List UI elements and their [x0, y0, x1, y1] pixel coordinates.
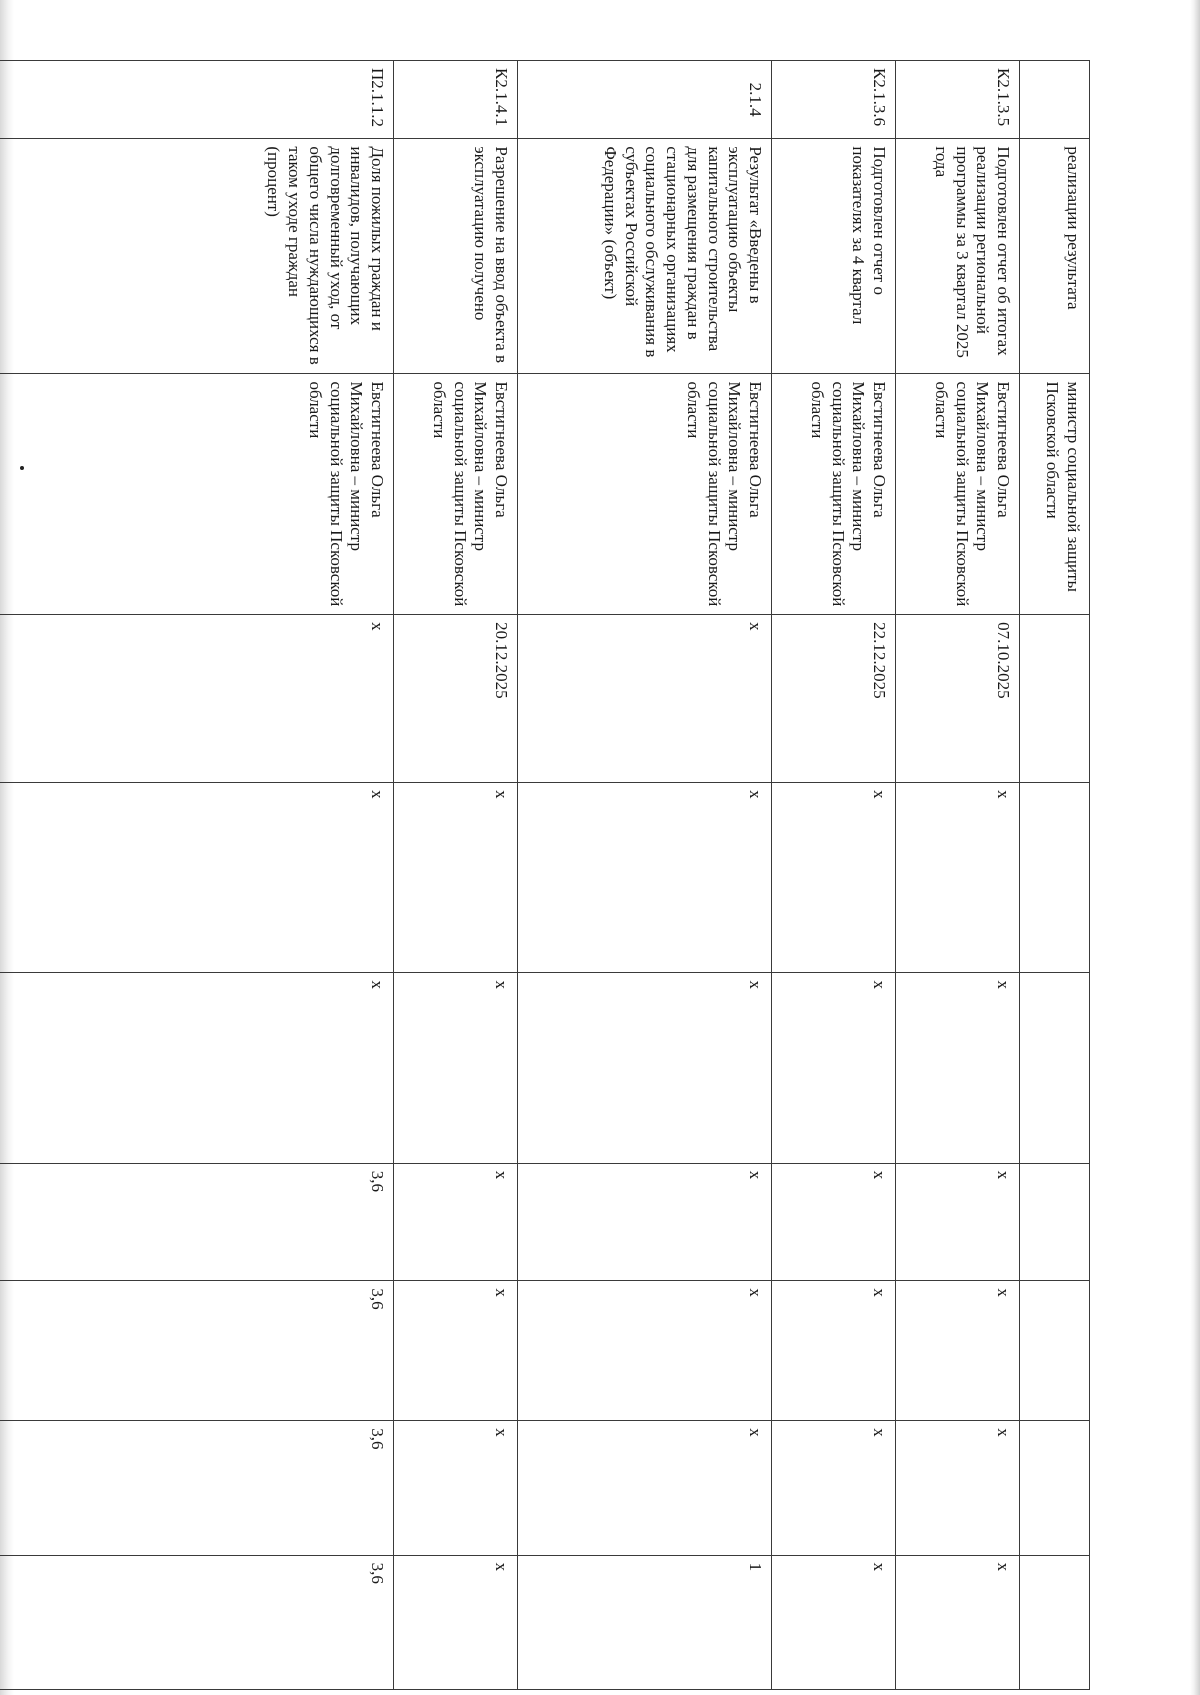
- table-row: [394, 61, 518, 1690]
- document-table: [0, 60, 1090, 1690]
- deadline-date: 22.12.2025: [772, 615, 896, 783]
- value-cell: [1020, 973, 1090, 1163]
- value-cell: х: [394, 1163, 518, 1281]
- responsible-person: Евстигнеева Ольга Михайловна – министр социальной защиты Псковской области: [896, 374, 1020, 615]
- table-row: [896, 61, 1020, 1690]
- value-cell: 3,6: [0, 1421, 394, 1555]
- value-cell: х: [772, 1421, 896, 1555]
- row-id: 2.1.4: [518, 61, 772, 139]
- deadline-date: [1020, 615, 1090, 783]
- value-cell: х: [896, 1281, 1020, 1421]
- value-cell: х: [0, 783, 394, 973]
- deadline-date: х: [518, 615, 772, 783]
- value-cell: х: [394, 1421, 518, 1555]
- value-cell: х: [896, 1421, 1020, 1555]
- scan-edge-right: [1190, 0, 1200, 1695]
- value-cell: х: [896, 1555, 1020, 1689]
- value-cell: [1020, 1555, 1090, 1689]
- result-name: Подготовлен отчет о показателях за 4 квартал: [772, 139, 896, 374]
- value-cell: х: [518, 1281, 772, 1421]
- responsible-person: Евстигнеева Ольга Михайловна – министр социальной защиты Псковской области: [0, 374, 394, 615]
- result-name: Подготовлен отчет об итогах реализации региональной программы за 3 квартал 2025 года: [896, 139, 1020, 374]
- value-cell: х: [518, 973, 772, 1163]
- value-cell: х: [772, 1555, 896, 1689]
- value-cell: х: [394, 1555, 518, 1689]
- value-cell: х: [0, 973, 394, 1163]
- value-cell: х: [772, 783, 896, 973]
- value-cell: 1: [518, 1555, 772, 1689]
- value-cell: х: [896, 973, 1020, 1163]
- responsible-person: Евстигнеева Ольга Михайловна – министр социальной защиты Псковской области: [772, 374, 896, 615]
- result-name: Разрешение на ввод объекта в эксплуатацию получено: [394, 139, 518, 374]
- value-cell: х: [394, 973, 518, 1163]
- row-id: К2.1.4.1: [394, 61, 518, 139]
- result-name: реализации результата: [1020, 139, 1090, 374]
- value-cell: х: [772, 1281, 896, 1421]
- row-id: [1020, 61, 1090, 139]
- result-name: Доля пожилых граждан и инвалидов, получающих долговременный уход, от общего числа нуждающихся в таком уходе граждан (процент): [0, 139, 394, 374]
- value-cell: х: [394, 783, 518, 973]
- responsible-person: Евстигнеева Ольга Михайловна – министр социальной защиты Псковской области: [394, 374, 518, 615]
- value-cell: х: [394, 1281, 518, 1421]
- row-id: К2.1.3.5: [896, 61, 1020, 139]
- value-cell: [1020, 783, 1090, 973]
- value-cell: х: [518, 783, 772, 973]
- deadline-date: 07.10.2025: [896, 615, 1020, 783]
- value-cell: х: [896, 783, 1020, 973]
- deadline-date: 20.12.2025: [394, 615, 518, 783]
- responsible-person: Евстигнеева Ольга Михайловна – министр социальной защиты Псковской области: [518, 374, 772, 615]
- row-id: П2.1.1.2: [0, 61, 394, 139]
- value-cell: х: [518, 1421, 772, 1555]
- value-cell: [1020, 1281, 1090, 1421]
- row-id: К2.1.3.6: [772, 61, 896, 139]
- value-cell: 3,6: [0, 1555, 394, 1689]
- value-cell: [1020, 1421, 1090, 1555]
- result-name: Результат «Введены в эксплуатацию объекты капитального строительства для размещения граждан в стационарных организациях социального обслуживания в субъектах Российской Федерации» (объект): [518, 139, 772, 374]
- table-row: [0, 61, 394, 1690]
- responsible-person: министр социальной защиты Псковской области: [1020, 374, 1090, 615]
- value-cell: х: [896, 1163, 1020, 1281]
- rotated-page: [0, 60, 1090, 1690]
- table-row: [1020, 61, 1090, 1690]
- deadline-date: х: [0, 615, 394, 783]
- value-cell: х: [772, 1163, 896, 1281]
- value-cell: х: [518, 1163, 772, 1281]
- table-row: [772, 61, 896, 1690]
- value-cell: [1020, 1163, 1090, 1281]
- value-cell: 3,6: [0, 1281, 394, 1421]
- value-cell: 3,6: [0, 1163, 394, 1281]
- value-cell: х: [772, 973, 896, 1163]
- table-row: [518, 61, 772, 1690]
